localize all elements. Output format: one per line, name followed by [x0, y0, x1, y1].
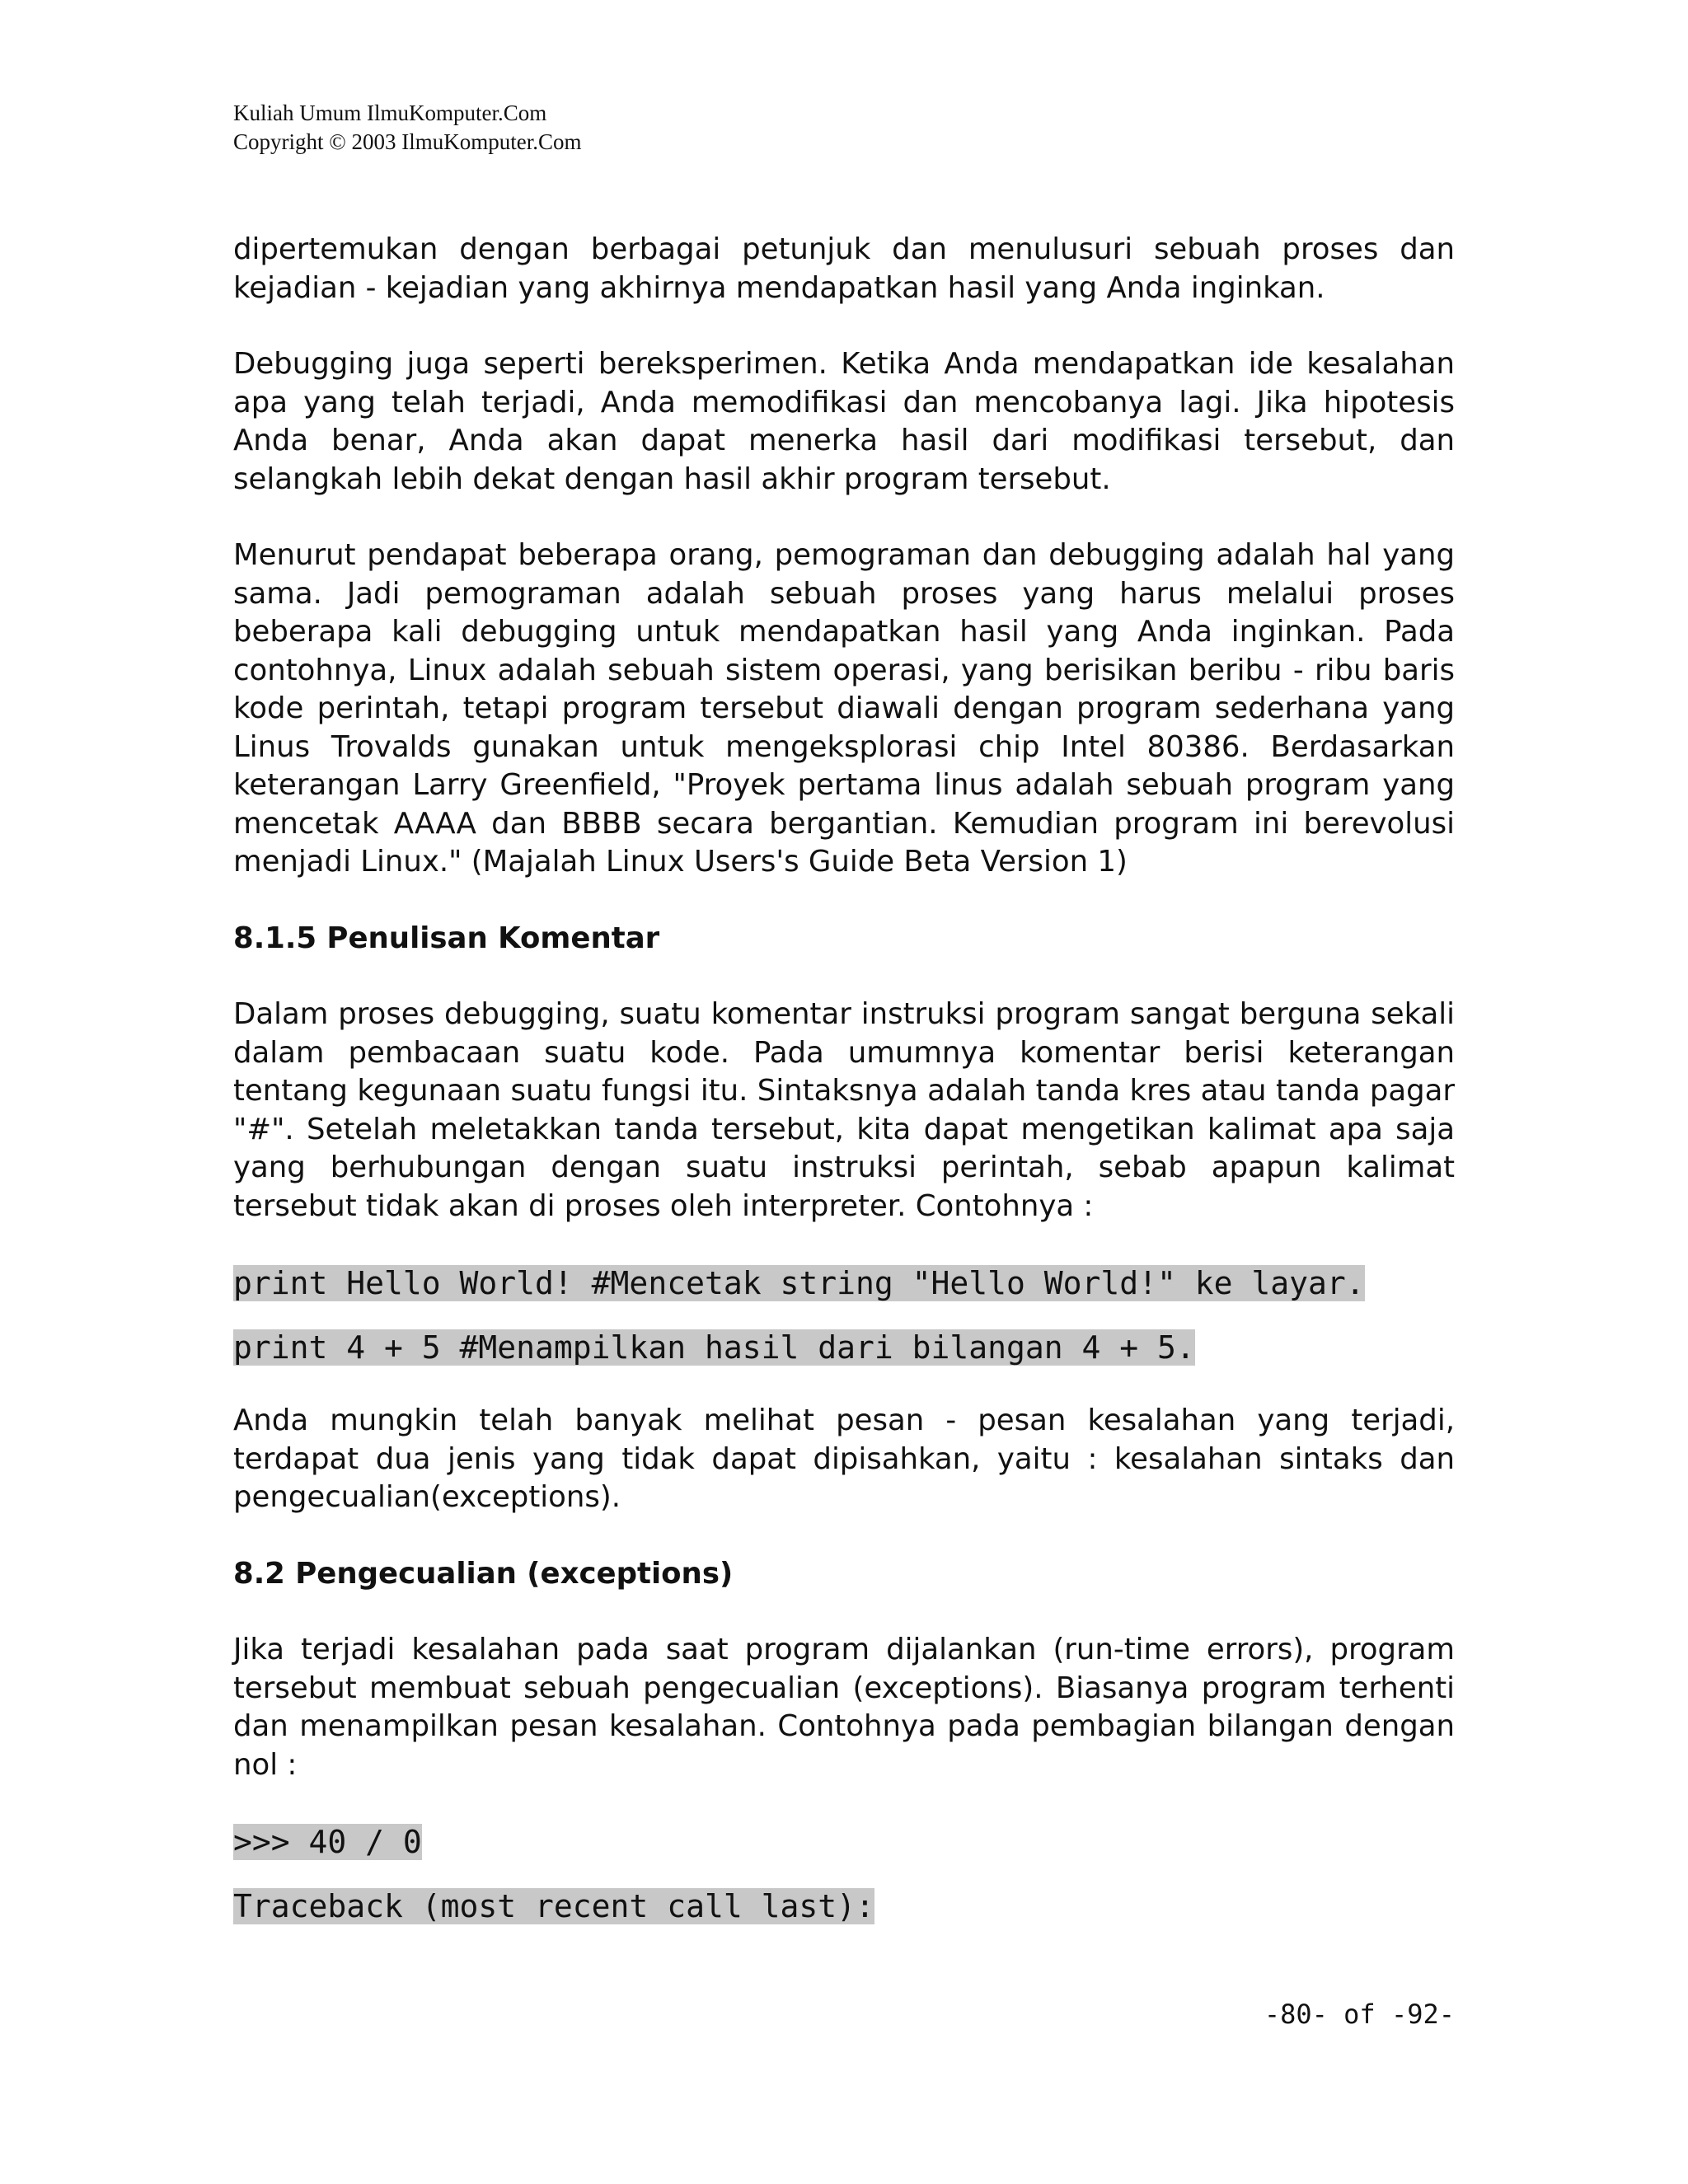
paragraph-5: Anda mungkin telah banyak melihat pesan - pesan kesalahan yang terjadi, terdapat dua jenis yang tidak dapat dipisahkan, yaitu : kesalahan sintaks dan pengecualian(exceptions).	[233, 1404, 1455, 1514]
code-line-1	[233, 1263, 1455, 1303]
paragraph-1: dipertemukan dengan berbagai petunjuk dan menulusuri sebuah proses dan kejadian - kejadian yang akhirnya mendapatkan hasil yang Anda inginkan.	[233, 232, 1455, 305]
code-text-3: >>> 40 / 0	[233, 1824, 422, 1860]
header-course-title: Kuliah Umum IlmuKomputer.Com	[233, 101, 547, 125]
code-text-2: print 4 + 5 #Menampilkan hasil dari bilangan 4 + 5.	[233, 1329, 1195, 1366]
paragraph-4: Dalam proses debugging, suatu komentar instruksi program sangat berguna sekali dalam pembacaan suatu kode. Pada umumnya komentar berisi keterangan tentang kegunaan suatu fungsi itu. Sintaksnya adalah tanda kres atau tanda pagar "#". Setelah meletakkan tanda tersebut, kita dapat mengetikan kalimat apa saja yang berhubungan dengan suatu instruksi perintah, sebab apapun kalimat tersebut tidak akan di proses oleh interpreter. Contohnya :	[233, 997, 1455, 1223]
paragraph-3: Menurut pendapat beberapa orang, pemograman dan debugging adalah hal yang sama. Jadi pemograman adalah sebuah proses yang harus melalui proses beberapa kali debugging untuk mendapatkan hasil yang Anda inginkan. Pada contohnya, Linux adalah sebuah sistem operasi, yang berisikan beribu - ribu baris kode perintah, tetapi program tersebut diawali dengan program sederhana yang Linus Trovalds gunakan untuk mengeksplorasi chip Intel 80386. Berdasarkan keterangan Larry Greenfield, "Proyek pertama linus adalah sebuah program yang mencetak AAAA dan BBBB secara bergantian. Kemudian program ini berevolusi menjadi Linux." (Majalah Linux Users's Guide Beta Version 1)	[233, 538, 1455, 879]
page-number: -80- of -92-	[1264, 1999, 1455, 2030]
paragraph-2: Debugging juga seperti bereksperimen. Ketika Anda mendapatkan ide kesalahan apa yang telah terjadi, Anda memodifikasi dan mencobanya lagi. Jika hipotesis Anda benar, Anda akan dapat menerka hasil dari modifikasi tersebut, dan selangkah lebih dekat dengan hasil akhir program tersebut.	[233, 347, 1455, 496]
header-copyright: Copyright © 2003 IlmuKomputer.Com	[233, 129, 582, 154]
code-text-4: Traceback (most recent call last):	[233, 1888, 874, 1924]
code-text-1: print Hello World! #Mencetak string "Hello World!" ke layar.	[233, 1265, 1365, 1301]
paragraph-6: Jika terjadi kesalahan pada saat program dijalankan (run-time errors), program tersebut membuat sebuah pengecualian (exceptions). Biasanya program terhenti dan menampilkan pesan kesalahan. Contohnya pada pembagian bilangan dengan nol :	[233, 1633, 1455, 1782]
code-line-2	[233, 1328, 1455, 1367]
code-line-4	[233, 1886, 1455, 1926]
page-body	[233, 231, 1455, 1951]
section-heading-exceptions: 8.2 Pengecualian (exceptions)	[233, 1556, 734, 1591]
page-header	[233, 99, 582, 157]
section-heading-comments: 8.1.5 Penulisan Komentar	[233, 921, 660, 955]
code-line-3	[233, 1822, 1455, 1862]
